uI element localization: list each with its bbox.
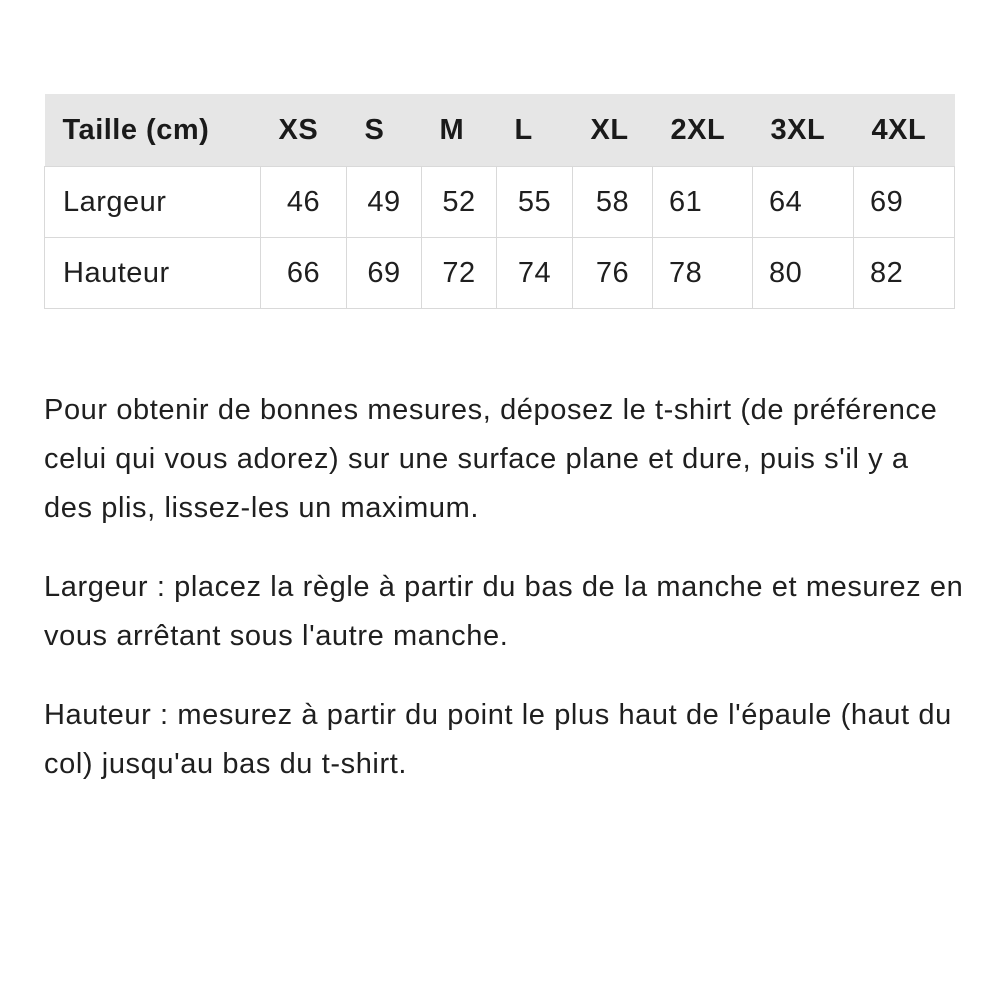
table-cell: 78 bbox=[653, 238, 753, 309]
table-cell: 46 bbox=[261, 167, 347, 238]
header-size-4xl: 4XL bbox=[854, 94, 955, 167]
header-size-xs: XS bbox=[261, 94, 347, 167]
table-cell: 80 bbox=[753, 238, 854, 309]
instructions-largeur: Largeur : placez la règle à partir du bas de la manche et mesurez en vous arrêtant sous l'autre manche. bbox=[44, 571, 964, 652]
header-size-2xl: 2XL bbox=[653, 94, 753, 167]
header-size-l: L bbox=[497, 94, 573, 167]
table-cell: 52 bbox=[422, 167, 497, 238]
table-cell: 49 bbox=[347, 167, 422, 238]
table-cell: 69 bbox=[854, 167, 955, 238]
table-header-row bbox=[45, 94, 955, 167]
size-chart-table bbox=[44, 94, 955, 309]
row-label-hauteur: Hauteur bbox=[45, 238, 261, 309]
table-cell: 61 bbox=[653, 167, 753, 238]
table-row bbox=[45, 167, 955, 238]
header-size-xl: XL bbox=[573, 94, 653, 167]
measurement-instructions bbox=[44, 386, 964, 819]
table-cell: 58 bbox=[573, 167, 653, 238]
instructions-hauteur: Hauteur : mesurez à partir du point le plus haut de l'épaule (haut du col) jusqu'au bas du t-shirt. bbox=[44, 699, 952, 780]
table-cell: 82 bbox=[854, 238, 955, 309]
header-size-label: Taille (cm) bbox=[45, 94, 261, 167]
table-cell: 66 bbox=[261, 238, 347, 309]
table-cell: 76 bbox=[573, 238, 653, 309]
table-cell: 74 bbox=[497, 238, 573, 309]
header-size-3xl: 3XL bbox=[753, 94, 854, 167]
header-size-m: M bbox=[422, 94, 497, 167]
row-label-largeur: Largeur bbox=[45, 167, 261, 238]
table-cell: 72 bbox=[422, 238, 497, 309]
table-row bbox=[45, 238, 955, 309]
table-cell: 64 bbox=[753, 167, 854, 238]
header-size-s: S bbox=[347, 94, 422, 167]
instructions-intro: Pour obtenir de bonnes mesures, déposez le t-shirt (de préférence celui qui vous adorez) sur une surface plane et dure, puis s'il y a des plis, lissez-les un maximum. bbox=[44, 394, 938, 524]
table-cell: 69 bbox=[347, 238, 422, 309]
table-cell: 55 bbox=[497, 167, 573, 238]
